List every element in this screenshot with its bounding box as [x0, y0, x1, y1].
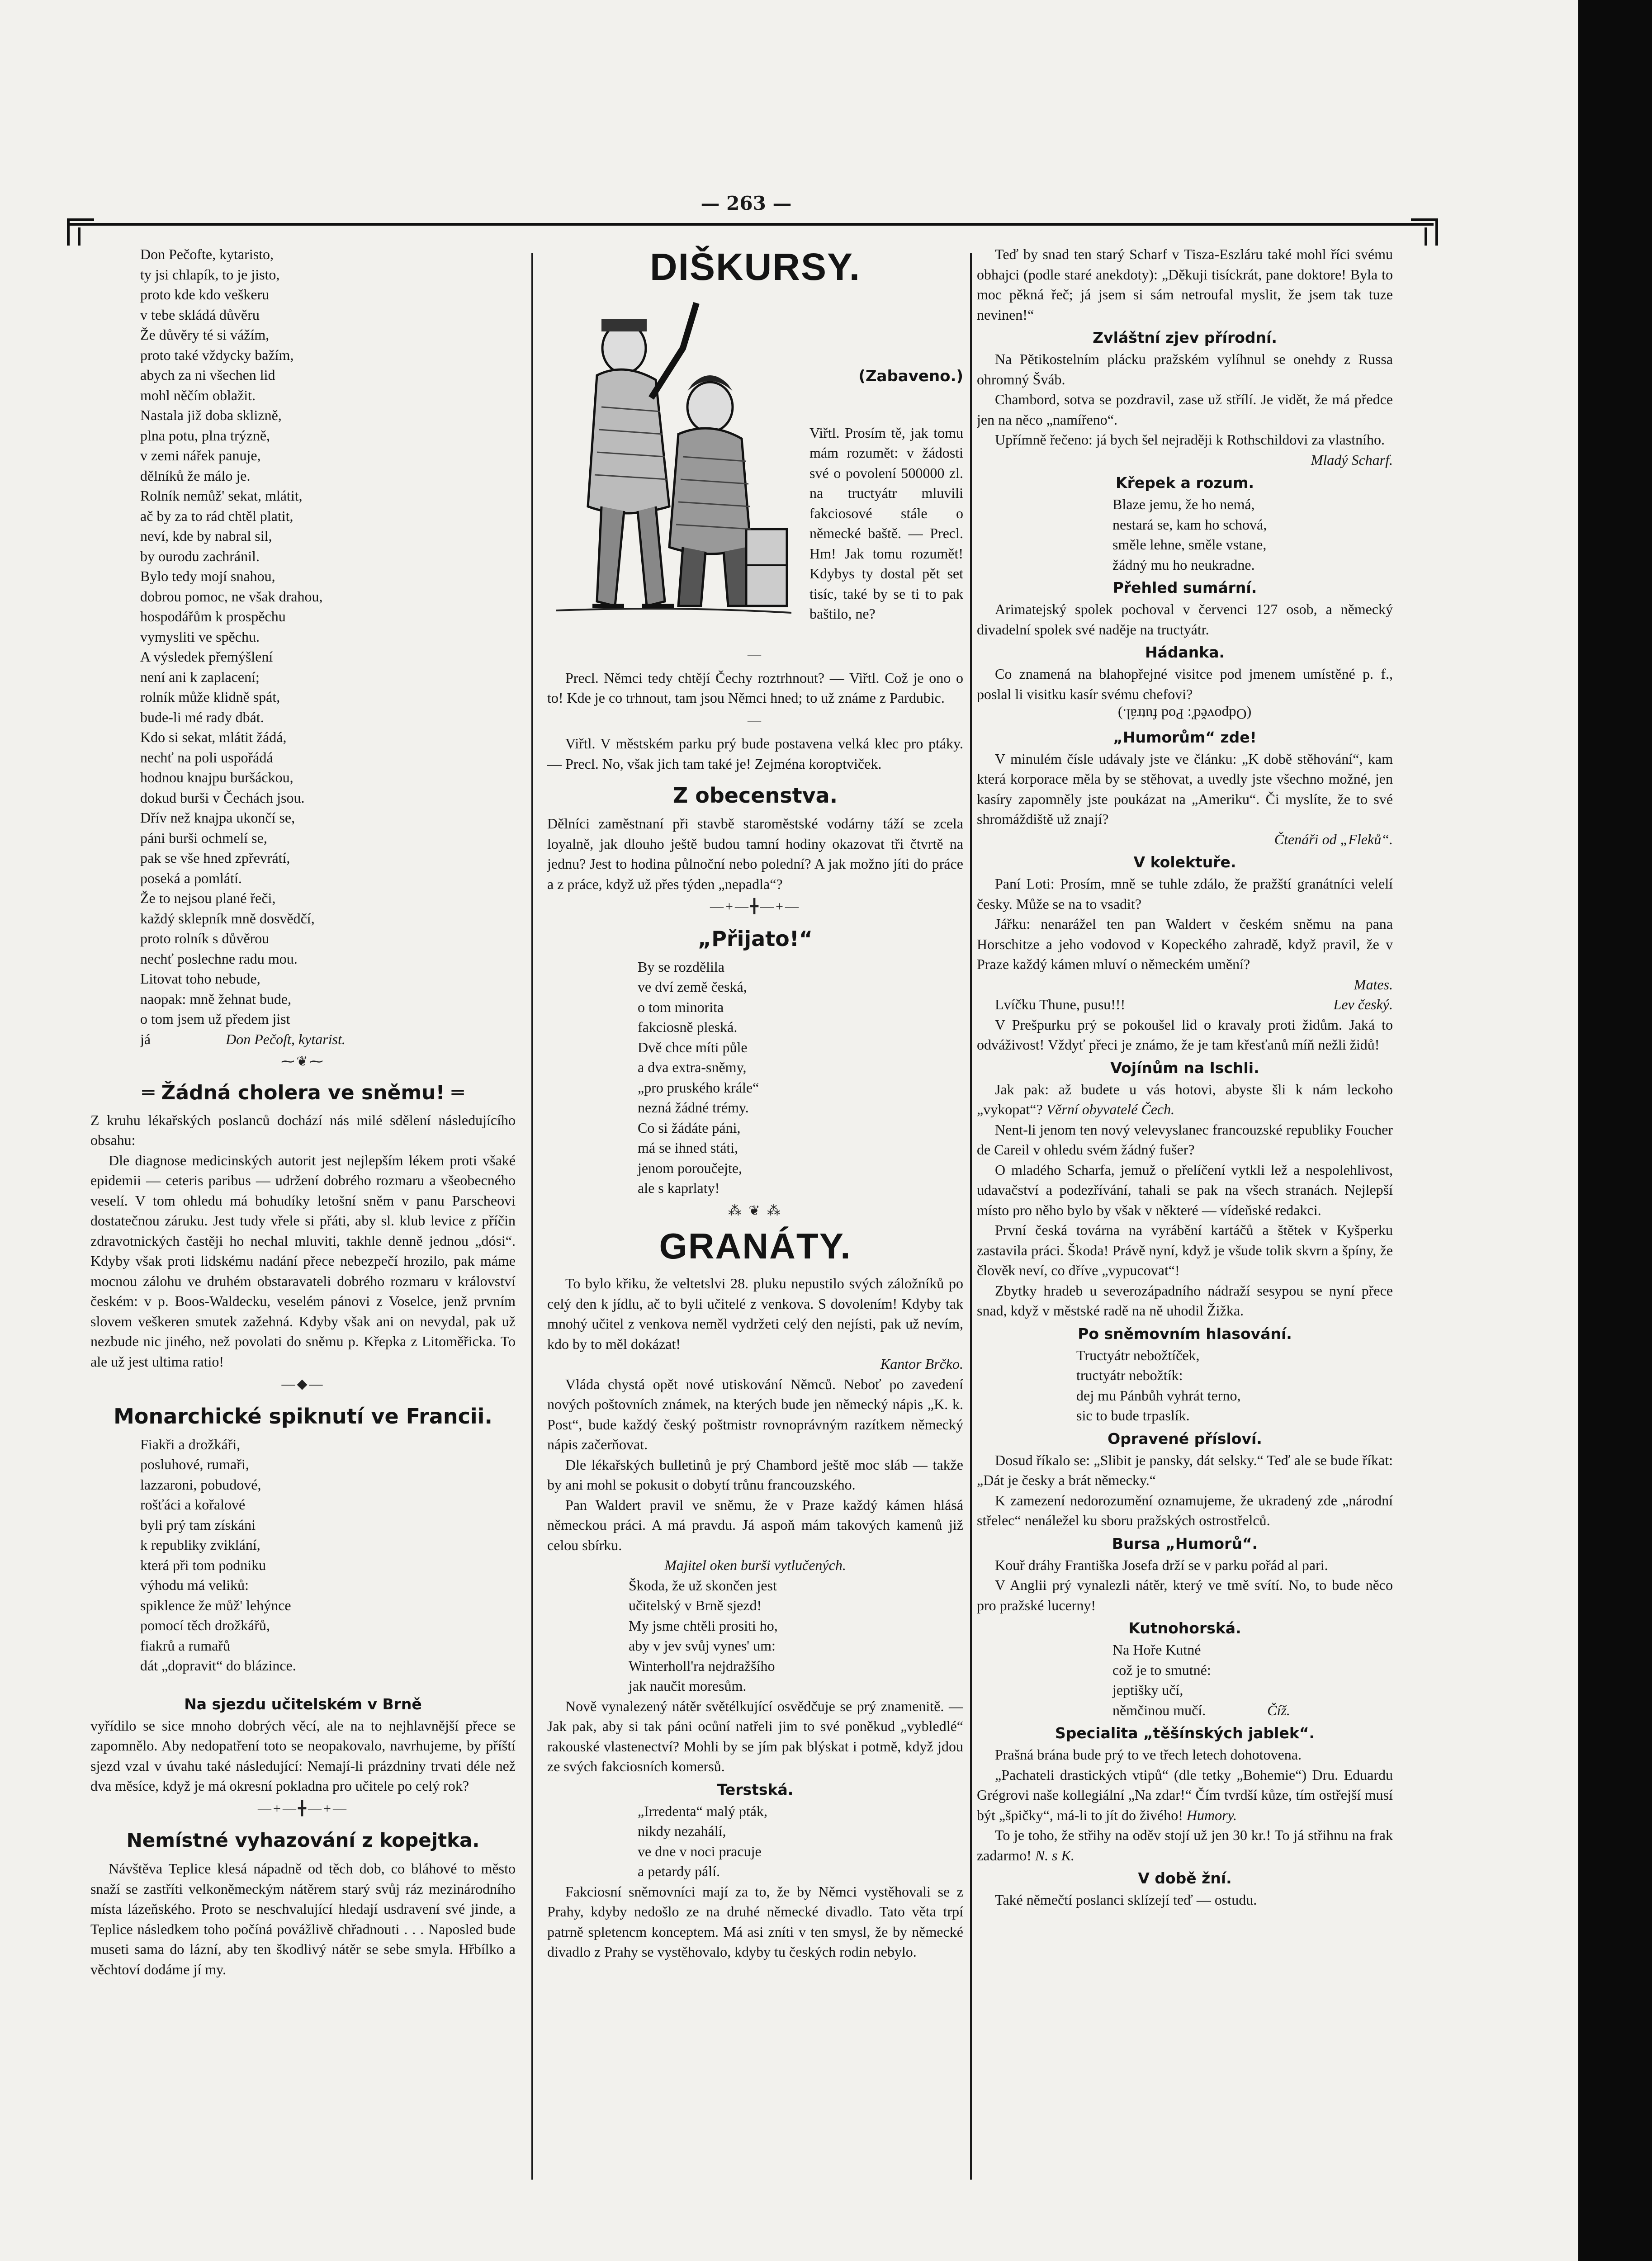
poem-line: Dvě chce míti půle [638, 1039, 748, 1055]
poem-line: dokud burši v Čechách jsou. [140, 789, 305, 806]
heading-vojinum: Vojínům na Ischli. [1110, 1059, 1259, 1077]
poem-line: já [140, 1031, 151, 1047]
poem-line: má se ihned státi, [638, 1140, 738, 1156]
poem-line: Blaze jemu, že ho nemá, [1112, 496, 1255, 512]
paragraph: O mladého Scharfa, jemuž o přelíčení vytkli lež a nespolehlivost, udavačství a podezřívání, tahali se pak na všech stranách. Nejlepší místo pro něho bylo by však v některé — vídeňské redakci. [977, 1161, 1393, 1218]
poem-line: ve dne v noci pracuje [638, 1843, 762, 1859]
poem-last-line [140, 1029, 516, 1050]
poem-line: Škoda, že už skončen jest [629, 1577, 777, 1594]
paragraph [977, 994, 1393, 1015]
poem-line: nechť poslechne radu mou. [140, 950, 298, 967]
poem-line: nestará se, kam ho schová, [1112, 516, 1267, 533]
signature: Věrní obyvatelé Čech. [1046, 1101, 1175, 1117]
paragraph: V Anglii prý vynalezli nátěr, který ve tmě svítí. No, to bude něco pro pražské lucerny! [977, 1577, 1393, 1613]
poem-line: jak naučit moresům. [629, 1678, 747, 1694]
poem-line: ty jsi chlapík, to je jisto, [140, 266, 280, 283]
poem-skoda [629, 1575, 963, 1696]
poem-line: o tom jsem už předem jist [140, 1011, 290, 1027]
right-corner-ornament [1406, 218, 1438, 250]
dialog-paragraph: Precl. Němci tedy chtějí Čechy roztrhnout? — Viřtl. Což je ono o to! Kde je co trhnout, tam jsou Němci hned; to už známe z Pardubic. [547, 669, 963, 706]
signature: Mladý Scharf. [1311, 451, 1393, 468]
paragraph [977, 1079, 1393, 1120]
divider: — [748, 647, 763, 662]
poem-line: nechť na poli uspořádá [140, 749, 273, 766]
paragraph: To bylo křiku, že veltetslvi 28. pluku nepustilo svých záložníků po celý den k jídlu, ač to byli učitelé z venkova. S dovolením! Kdyby tak mnohý učitel z venkova neměl vydržeti celý den nejísti, pak už nevím, kdo by to měl dokázat! [547, 1275, 963, 1352]
paragraph-text: To je toho, že střihy na oděv stojí už jen 30 kr.! To já střihnu na frak zadarmo! [977, 1827, 1393, 1864]
poem-line: rošťáci a kořalové [140, 1496, 246, 1513]
signature: Majitel oken burši vytlučených. [664, 1557, 846, 1573]
heading-krepek: Křepek a rozum. [1116, 474, 1254, 492]
paragraph: Arimatejský spolek pochoval v červenci 127 osob, a německý divadelní spolek své naděje na tructyátr. [977, 601, 1393, 638]
paragraph: Dělníci zaměstnaní při stavbě staroměstské vodárny táží se zcela loyalně, jak dlouho ještě budou tamní hodiny okazovat tři čtvrtě na jednu? Jest to hodina půlnoční nebo polední? A jak možno jíti do práce a z práce, když už přes týden „nepadla“? [547, 815, 963, 892]
poem-monarch [140, 1434, 516, 1676]
paragraph: Dle lékařských bulletinů je prý Chambord ještě moc sláb — takže by ani mohl se pokusit o dobytí trůnu francouzského. [547, 1456, 963, 1493]
poem-line: a petardy pálí. [638, 1863, 720, 1879]
poem-line: „pro pruského krále“ [638, 1079, 759, 1096]
paragraph: Také němečtí poslanci sklízejí teď — ostudu. [995, 1892, 1257, 1908]
poem-line: fiakrů a rumařů [140, 1637, 231, 1654]
paragraph: Nově vynalezený nátěr světélkující osvědčuje se prý znamenitě. — Jak pak, aby si tak páni ocůní natřeli jim to své poněkud „vybledlé“ rakouské vlastenectví? Mohli by se jím pak blýskat i potmě, když jdou ze svých fakciosních komersů. [547, 1698, 963, 1774]
poem-line: Co si žádáte páni, [638, 1119, 741, 1136]
poem-line: dát „dopravit“ do blázince. [140, 1657, 296, 1674]
poem-line: pak se vše hned zpřevrátí, [140, 850, 290, 866]
paragraph: Kouř dráhy Františka Josefa drží se v parku pořád al pari. [995, 1556, 1328, 1573]
paragraph: Fakciosní sněmovníci mají za to, že by Němci vystěhovali se z Prahy, kdyby nedošlo ze na druhé německé divadlo. Tato věta trpí patrně spletencm konceptem. Má asi zníti v ten smysl, že by německé divadlo z Prahy se vystěhovalo, kdyby tu českých rodin nebylo. [547, 1883, 963, 1960]
heading-terstska: Terstská. [717, 1780, 794, 1798]
heading-granaty: GRANÁTY. [659, 1226, 852, 1266]
poem-line: výhodu má veliků: [140, 1577, 249, 1593]
paragraph: Na Pětikostelním plácku pražském vylíhnul se onehdy z Russa ohromný Šváb. [977, 351, 1393, 388]
paragraph: Pan Waldert pravil ve sněmu, že v Praze každý kámen hlásá německou práci. A má pravdu. Já aspoň mám takových kamenů již celou sbírku. [547, 1496, 963, 1553]
poem-line: učitelský v Brně sjezd! [629, 1597, 762, 1613]
poem-line: Fiakři a drožkáři, [140, 1436, 241, 1452]
poem-line: hospodářům k prospěchu [140, 608, 286, 624]
heading-teplice: Nemístné vyhazování z kopejtka. [126, 1829, 480, 1851]
poem-line: Winterholl'ra nejdražšího [629, 1657, 775, 1674]
poem-line: neví, kde by nabral sil, [140, 528, 272, 544]
column-2 [547, 244, 963, 2243]
dialog-paragraph: Viřtl. Prosím tě, jak tomu mám rozumět: v žádosti své o povolení 500000 zl. na tructyátr mluvili fakciosové stále o německé baště. — Precl. Hm! Jak tomu rozumět! Kdybys ty dostal pět set tisíc, také by se ti to pak baštilo, ne? [809, 424, 963, 622]
poem-line: ale s kaprlaty! [638, 1180, 720, 1196]
paragraph: První česká továrna na vyrábění kartáčů a štětek v Kyšperku zastavila práci. Škoda! Právě nyní, když je všude tolik skvrn a špíny, že člověk neví, co dříve „vypucovat“! [977, 1222, 1393, 1278]
poem-line: nikdy nezahálí, [638, 1823, 726, 1839]
poem-line: hodnou knajpu buršáckou, [140, 769, 293, 785]
page-number: — 263 — [701, 192, 792, 214]
poem-line: sic to bude trpaslík. [1076, 1407, 1190, 1424]
poem-line: posluhové, rumaři, [140, 1456, 249, 1472]
signature: Mates. [1354, 976, 1393, 993]
column-rule-left [531, 253, 533, 2180]
poem-line: Nastala již doba sklizně, [140, 407, 282, 423]
heading-opravene-prislovi: Opravené přísloví. [1108, 1429, 1262, 1447]
poem-line: By se rozdělila [638, 958, 724, 975]
signature: Čtenáři od „Fleků“. [1274, 831, 1393, 847]
poem-line [1112, 1700, 1393, 1721]
poem-line: fakciosně pleská. [638, 1019, 738, 1035]
heading-specialita: Specialita „těšínských jablek“. [1055, 1724, 1315, 1742]
poem-line: „Irredenta“ malý pták, [638, 1802, 767, 1819]
paragraph: Jářku: nenarážel ten pan Waldert v českém sněmu na pana Horschitze a jeho vodovod v Kopeckého zahradě, když pravil, že v Praze každý kámen mluví o německém umění? [977, 916, 1393, 972]
poem-line: pomocí těch drožkářů, [140, 1617, 270, 1633]
poem-line: což je to smutné: [1112, 1661, 1211, 1678]
poem-prijato [638, 957, 963, 1198]
poem-line: lazzaroni, pobudové, [140, 1476, 261, 1493]
poem-line: A výsledek přemýšlení [140, 648, 273, 665]
ornament: —+—╋—+— [710, 899, 800, 914]
paragraph: Z kruhu lékařských poslanců dochází nás milé sdělení následujícího obsahu: [90, 1112, 516, 1148]
poem-line: v zemi nářek panuje, [140, 447, 261, 464]
poem-line: spiklence že můž' lehýnce [140, 1597, 291, 1613]
paragraph: Dle diagnose medicinských autorit jest nejlepším lékem proti všaké epidemii — ceteris paribus — udržení dobrého rozmaru a všeobecného veselí. V tom ohledu má bohudíky letošní sněm v panu Parscheovi dostatečnou záruku. Jest tudy vřele si přáti, aby sl. klub levice z příčin zdravotnických častěji ho nechal mluviti, takhle denně jednou „dósi“. Kdyby však proti lidskému nadání přece nebezpečí hrozilo, pak máme mocnou zálohu ve druhém obstaravateli dobrého rozmaru v království českém: v p. Boos-Waldecku, veselém pánovi z Voselce, jenž prvním slovem veškeren smutek zažehná. Kdyby však ani on nevydal, pak už nezbude nic jiného, než povolati do sněmu p. Křepka z Litoměřicka. To ale už jest ultima ratio! [90, 1152, 516, 1370]
heading-kolekture: V kolektuře. [1133, 853, 1236, 871]
heading-bursa: Bursa „Humorů“. [1112, 1534, 1258, 1552]
heading-po-snemovnim: Po sněmovním hlasování. [1078, 1324, 1292, 1343]
heading-kutnohorska: Kutnohorská. [1128, 1619, 1241, 1637]
poem-line: Na Hoře Kutné [1112, 1641, 1201, 1658]
signature: Humory. [1186, 1807, 1237, 1823]
poem-line: bude-li mé rady dbát. [140, 709, 264, 725]
poem-line: by ourodu zachránil. [140, 548, 260, 564]
heading-monarch: Monarchické spiknutí ve Francii. [114, 1404, 492, 1428]
divider: — [748, 713, 763, 728]
poem-line: abych za ni všechen lid [140, 367, 275, 383]
poem-don-pecoft [140, 244, 516, 1049]
column-rule-right [970, 253, 972, 2180]
poem-line: Don Pečofte, kytaristo, [140, 246, 274, 262]
heading-humorum: „Humorům“ zde! [1113, 728, 1257, 746]
poem-line: My jsme chtěli prositi ho, [629, 1617, 778, 1634]
top-frame-rule [68, 223, 1434, 226]
poem-line: tructyátr nebožtík: [1076, 1367, 1183, 1383]
paragraph: Návštěva Teplice klesá nápadně od těch dob, co bláhové to město snaží se zastříti velkoněmeckým nátěrem starý svůj ráz mezinárodního místa lázeňského. Proto se neschvalující hledají usdravení své jinde, a Teplice následkem toho počíná povážlivě chřadnouti . . . Naposled bude museti sama do lázní, aby ten škodlivý nátěr se sebe smyla. Hřbílko a věchtoví dodáme jí my. [90, 1860, 516, 1977]
signature: N. s K. [1035, 1847, 1075, 1864]
poem-line: která při tom podniku [140, 1556, 266, 1573]
poem-line: ač by za to rád chtěl platit, [140, 507, 293, 524]
column-3 [977, 244, 1393, 2243]
riddle-answer-text: (Odpověď: Pod futrál.) [1118, 706, 1252, 723]
paragraph: Co znamená na blahopřejné visitce pod jmenem umístěné p. f., poslal li visitku kasír svému chefovi? [977, 666, 1393, 702]
poem-line: Bylo tedy mojí snahou, [140, 568, 275, 584]
poem-line: proto také vždycky bažím, [140, 346, 294, 363]
paragraph: Prašná brána bude prý to ve třech letech dohotovena. [995, 1746, 1302, 1763]
poem-line: páni burši ochmelí se, [140, 829, 267, 846]
poem-line: aby v jev svůj vynes' um: [629, 1637, 776, 1654]
poem-line: jenom poroučejte, [638, 1159, 743, 1176]
ornament: ⁓❦⁓ [281, 1054, 325, 1069]
poem-line: každý sklepník mně dosvědčí, [140, 910, 315, 927]
poem-line: Dřív než knajpa ukončí se, [140, 809, 295, 826]
column-1 [90, 244, 516, 2243]
poem-line: nezná žádné trémy. [638, 1099, 749, 1116]
heading-zvlastni-zjev: Zvláštní zjev přírodní. [1093, 329, 1277, 346]
subtitle-zabaveno: (Zabaveno.) [858, 367, 963, 385]
paragraph: Dosud říkalo se: „Slibit je pansky, dát selsky.“ Teď ale se bude říkat: „Dát je česky a brát německy.“ [977, 1452, 1393, 1488]
poem-line: vymysliti ve spěchu. [140, 628, 260, 645]
signature: Kantor Brčko. [880, 1356, 963, 1372]
poem-line: Rolník nemůž' sekat, mlátit, [140, 487, 303, 504]
poem-line: směle lehne, směle vstane, [1112, 536, 1267, 553]
poem-line: proto kde kdo veškeru [140, 286, 270, 303]
poem-line: byli prý tam získáni [140, 1516, 256, 1533]
heading-prehled: Přehled sumární. [1112, 579, 1257, 596]
paragraph: Nent-li jenom ten nový velevyslanec francouzské republiky Foucher de Careil v ohledu svém žádný fušer? [977, 1121, 1393, 1158]
poem-line-text: němčinou mučí. [1112, 1702, 1206, 1718]
poem-kutna-hora [1112, 1640, 1393, 1720]
heading-teachers: Na sjezdu učitelském v Brně [184, 1695, 422, 1713]
poem-signature: Don Pečoft, kytarist. [226, 1031, 346, 1047]
poem-snem [1076, 1345, 1393, 1426]
paragraph: Chambord, sotva se pozdravil, zase už střílí. Je vidět, že má předce jen na něco „namířeno“. [977, 391, 1393, 428]
paragraph: vyřídilo se sice mnoho dobrých věcí, ale na to nejhlavnější přece se zapomnělo. Aby nedopatření toto se neopakovalo, navrhujeme, by příští sjezd vzal v úvahu také následující: Nemají-li prázdniny trvati déle než dva měsíce, když je má okresní pokladna pro učitele po celý rok? [90, 1717, 516, 1794]
poem-line: ve dví země česká, [638, 979, 747, 995]
heading-cholera: ═ Žádná cholera ve sněmu! ═ [142, 1081, 464, 1104]
paragraph-text: Lvíčku Thune, pusu!!! [995, 996, 1126, 1012]
poem-line: naopak: mně žehnat bude, [140, 990, 292, 1007]
poem-line: v tebe skládá důvěru [140, 306, 260, 323]
paragraph [977, 1765, 1393, 1826]
paragraph [977, 1825, 1393, 1865]
paragraph: V Prešpurku prý se pokoušel lid o kravaly proti židům. Jaká to odváživost! Vždyť přeci je známo, že je tam křesťanů míň nežli židů! [977, 1016, 1393, 1053]
heading-diskursy: DIŠKURSY. [649, 246, 861, 288]
poem-line: plna potu, plna trýzně, [140, 427, 270, 444]
ornament: —+—╋—+— [258, 1801, 348, 1816]
poem-line: dobrou pomoc, ne však drahou, [140, 588, 323, 605]
heading-obecenstva: Z obecenstva. [672, 783, 838, 808]
poem-line: dělníků že málo je. [140, 467, 251, 484]
poem-line: Litovat toho nebude, [140, 970, 260, 987]
poem-krepek [1112, 494, 1393, 575]
poem-line: jeptišky učí, [1112, 1682, 1183, 1698]
paragraph: K zamezení nedorozumění oznamujeme, že ukradený zde „národní střelec“ nenáležel ku sboru pražských ostrostřelců. [977, 1492, 1393, 1528]
poem-line: rolník může klidně spát, [140, 689, 280, 705]
poem-line: Že důvěry té si vážím, [140, 326, 270, 343]
paragraph: Paní Loti: Prosím, mně se tuhle zdálo, že pražští granátníci velelí česky. Může se na to vsadit? [977, 875, 1393, 912]
poem-line: Že to nejsou plané řeči, [140, 890, 276, 906]
poem-line: Tructyátr nebožtíček, [1076, 1347, 1200, 1363]
two-men-cartoon-illustration [547, 294, 800, 638]
paragraph: Vláda chystá opět nové utiskování Němců. Neboť po zavedení nových poštovních známek, na kterých bude jen německý nápis „K. k. Post“, bude každý český poštmistr rovnoprávným razítkem německý nápis začerňovat. [547, 1376, 963, 1452]
signature: Číž. [1267, 1702, 1290, 1718]
poem-line: není ani k zaplacení; [140, 668, 260, 685]
heading-prijato: „Přijato!“ [697, 926, 813, 951]
poem-line: poseká a pomlátí. [140, 870, 242, 886]
paragraph: Upřímně řečeno: já bych šel nejraději k Rothschildovi za vlastního. [995, 431, 1385, 448]
poem-terstska [638, 1801, 963, 1882]
poem-line: o tom minorita [638, 998, 724, 1015]
ornament: ⁂ ❦ ⁂ [728, 1203, 783, 1218]
heading-text: Žádná cholera ve sněmu! [161, 1081, 445, 1104]
poem-line: Kdo si sekat, mlátit žádá, [140, 729, 287, 745]
poem-line: proto rolník s důvěrou [140, 930, 270, 946]
paragraph: Zbytky hradeb u severozápadního nádraží sesypou se nyní přece snad, když v městské radě na ně uhodil Žižka. [977, 1282, 1393, 1319]
riddle-answer [977, 704, 1393, 724]
paragraph-text: „Pachateli drastických vtipů“ (dle tetky „Bohemie“) Dru. Eduardu Grégrovi naše kollegiální „Na zdar!“ Čím tvrdší kůze, tím ostřejší musí být „špičky“, má-li to jít do živého! [977, 1766, 1393, 1823]
heading-hadanka: Hádanka. [1145, 643, 1225, 661]
poem-line: k republiky zviklání, [140, 1537, 260, 1553]
paragraph: Teď by snad ten starý Scharf v Tisza-Eszláru také mohl říci svému obhajci (podle staré anekdoty): „Děkuji tisíckrát, pane doktore! Byla to moc pěkná řeč; já jsem si sám netroufal myslit, že jsem tak tuze nevinen!“ [977, 246, 1393, 323]
dialog-paragraph: Viřtl. V městském parku prý bude postavena velká klec pro ptáky. — Precl. No, však jich tam také je! Zejména koroptviček. [547, 735, 963, 772]
heading-v-dobe-zni: V době žní. [1138, 1869, 1232, 1887]
poem-line: a dva extra-sněmy, [638, 1059, 747, 1075]
poem-line: žádný mu ho neukradne. [1112, 556, 1255, 573]
poem-line: mohl něčím oblažit. [140, 387, 256, 403]
paragraph-text: Jak pak: až budete u vás hotovi, abyste šli k nám leckoho „vykopat“? [977, 1081, 1393, 1117]
poem-line: dej mu Pánbůh vyhrát terno, [1076, 1387, 1241, 1404]
signature: Lev český. [1333, 996, 1393, 1012]
ornament: —◆— [281, 1376, 325, 1391]
paragraph: V minulém čísle udávaly jste ve článku: „K době stěhování“, kam která korporace měla by se stěhovat, a uvedly jste všechno možné, jen kasíry zapomněly jste poukázat na „Ameriku“. Či myslíte, že to své shromáždiště už znají? [977, 750, 1393, 827]
